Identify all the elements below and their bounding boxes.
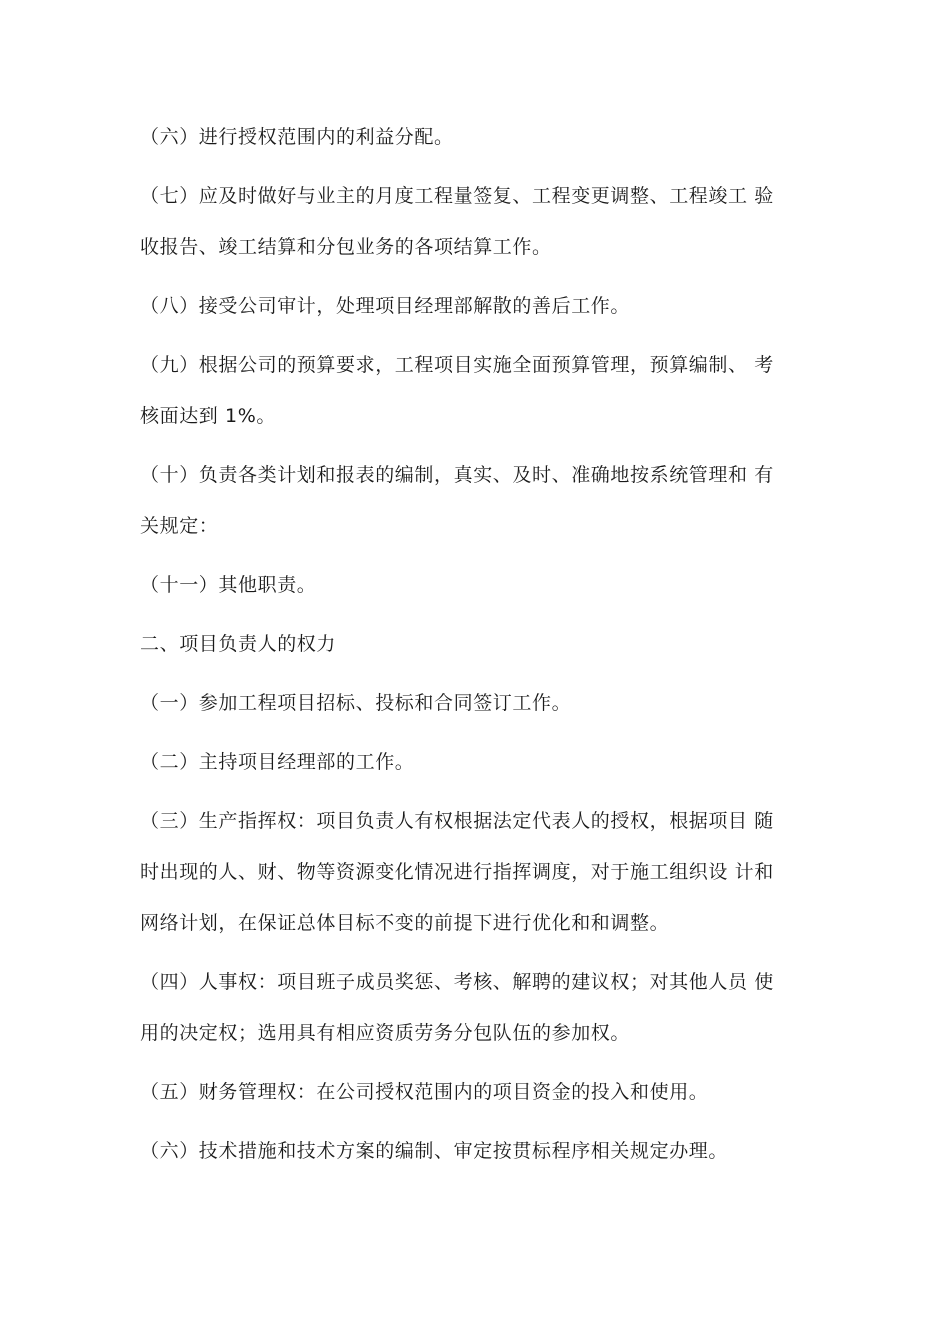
power-1-bidding [140, 690, 830, 716]
paragraph-8-audit [140, 293, 830, 319]
paragraph-line: 收报告、竣工结算和分包业务的各项结算工作。 [140, 236, 552, 258]
paragraph-line: （六）进行授权范围内的利益分配。 [140, 126, 454, 148]
paragraph-line: 时出现的人、财、物等资源变化情况进行指挥调度，对于施工组织设 计和 [140, 861, 774, 883]
paragraph-line: （一）参加工程项目招标、投标和合同签订工作。 [140, 692, 572, 714]
paragraph-11-other-duties [140, 572, 830, 598]
paragraph-6-profit-distribution [140, 124, 830, 150]
paragraph-line: （三）生产指挥权：项目负责人有权根据法定代表人的授权，根据项目 随 [140, 810, 774, 832]
paragraph-line: （八）接受公司审计，处理项目经理部解散的善后工作。 [140, 295, 631, 317]
paragraph-7-settlement-work [140, 183, 830, 260]
paragraph-line: （二）主持项目经理部的工作。 [140, 751, 415, 773]
paragraph-line: （五）财务管理权：在公司授权范围内的项目资金的投入和使用。 [140, 1081, 709, 1103]
paragraph-10-plans-reports [140, 462, 830, 539]
paragraph-line: （九）根据公司的预算要求，工程项目实施全面预算管理，预算编制、 考 [140, 354, 774, 376]
paragraph-line: 关规定： [140, 515, 219, 537]
power-3-production-command [140, 808, 830, 936]
power-5-finance [140, 1079, 830, 1105]
paragraph-line: （六）技术措施和技术方案的编制、审定按贯标程序相关规定办理。 [140, 1140, 729, 1162]
paragraph-line: 核面达到 1%。 [140, 405, 276, 427]
paragraph-line: （七）应及时做好与业主的月度工程量签复、工程变更调整、工程竣工 验 [140, 185, 774, 207]
document-body [140, 124, 830, 1197]
paragraph-line: （十一）其他职责。 [140, 574, 317, 596]
paragraph-9-budget [140, 352, 830, 429]
power-6-technical [140, 1138, 830, 1164]
section-heading-text: 二、项目负责人的权力 [140, 633, 337, 655]
paragraph-line: （四）人事权：项目班子成员奖惩、考核、解聘的建议权；对其他人员 使 [140, 971, 774, 993]
power-4-personnel [140, 969, 830, 1046]
section-heading-powers [140, 631, 830, 657]
paragraph-line: 网络计划，在保证总体目标不变的前提下进行优化和和调整。 [140, 912, 670, 934]
power-2-preside [140, 749, 830, 775]
paragraph-line: （十）负责各类计划和报表的编制，真实、及时、准确地按系统管理和 有 [140, 464, 774, 486]
paragraph-line: 用的决定权；选用具有相应资质劳务分包队伍的参加权。 [140, 1022, 631, 1044]
